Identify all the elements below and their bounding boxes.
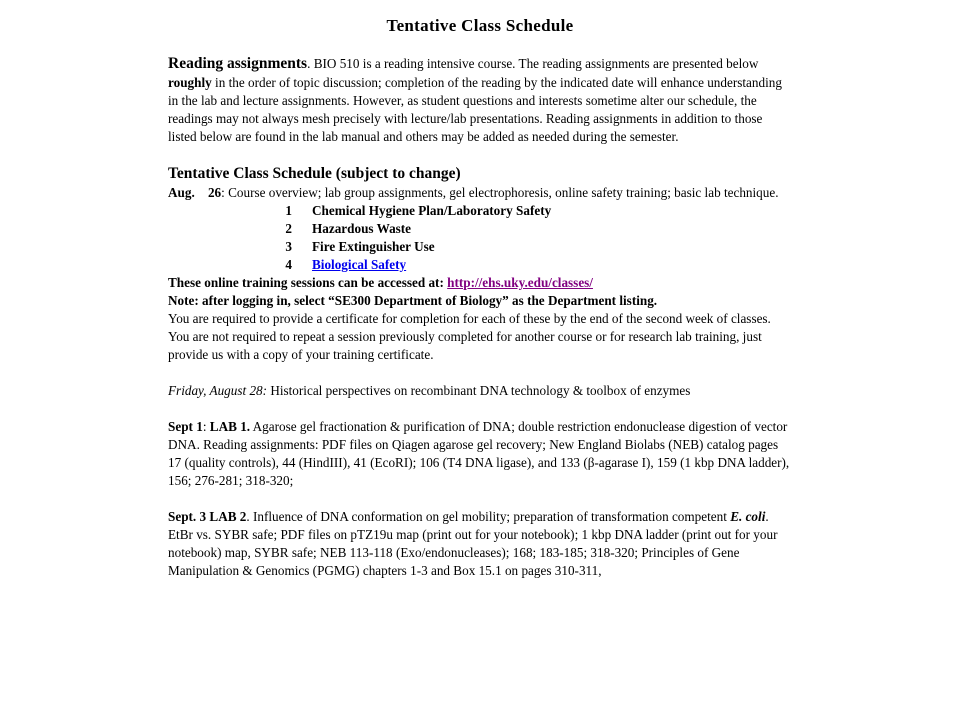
page-title: Tentative Class Schedule — [386, 16, 574, 35]
schedule-heading-main: Tentative Class Schedule — [168, 165, 332, 182]
sept1-colon: : — [202, 419, 210, 434]
training-item — [168, 202, 792, 220]
sept1-entry — [168, 418, 792, 490]
aug28-date: Friday, August 28: — [168, 383, 268, 398]
sept3-text-b: . EtBr vs. SYBR safe; PDF files on pTZ19u map (print out for your notebook); 1 kbp DNA ladder (print out for your notebook) map, SYBR safe; NEB 113-118 (Exo/endonucleases); 168; 183-185; 318-320; Principles of Gene Manipulation & Genomics (PGMG) chapters 1-3 and Box 15.1 on pages 310-311, — [168, 509, 778, 578]
sept1-lab: LAB 1. — [209, 419, 251, 434]
access-line — [168, 274, 792, 292]
reading-text-b: in the order of topic discussion; completion of the reading by the indicated date will enhance understanding in the lab and lecture assignments. However, as student questions and interests sometime alter our schedule, the readings may not always mesh precisely with lecture/lab presentations. Reading assignments in addition to those listed below are found in the lab manual and others may be added as needed during the semester. — [168, 75, 782, 144]
sept3-date: Sept. 3 LAB 2 — [168, 509, 247, 524]
reading-text-a: . BIO 510 is a reading intensive course. The reading assignments are presented below — [307, 56, 759, 71]
aug26-date-day: 26 — [207, 185, 222, 200]
training-number: 3 — [285, 239, 292, 254]
aug28-text: Historical perspectives on recombinant DNA technology & toolbox of enzymes — [267, 383, 691, 398]
document-body — [168, 54, 792, 580]
training-label: Chemical Hygiene Plan/Laboratory Safety — [312, 203, 552, 218]
aug26-entry — [168, 184, 792, 202]
training-number: 4 — [285, 257, 292, 272]
sept3-text-a: . Influence of DNA conformation on gel mobility; preparation of transformation competent — [246, 509, 731, 524]
note-text: Note: after logging in, select “SE300 Department of Biology” as the Department listing. — [168, 293, 658, 308]
sept3-entry — [168, 508, 792, 580]
training-label: Hazardous Waste — [312, 221, 412, 236]
training-item — [168, 220, 792, 238]
certificate-paragraph: You are required to provide a certificate for completion for each of these by the end of the second week of classes. You are not required to repeat a session previously completed for another course or for research lab training, just provide us with a copy of your training certificate. — [168, 311, 771, 362]
sept3-organism: E. coli — [730, 509, 766, 524]
training-url-link[interactable]: http://ehs.uky.edu/classes/ — [447, 275, 593, 290]
reading-assignments-label: Reading assignments — [168, 55, 308, 72]
training-list — [168, 202, 792, 274]
training-item — [168, 238, 792, 256]
spacer — [168, 364, 792, 382]
spacer — [168, 400, 792, 418]
schedule-heading-sub: (subject to change) — [331, 165, 461, 182]
training-label: Fire Extinguisher Use — [312, 239, 435, 254]
aug28-entry — [168, 382, 792, 400]
training-number: 1 — [285, 203, 292, 218]
training-number: 2 — [285, 221, 292, 236]
reading-emphasis: roughly — [168, 75, 212, 90]
aug26-date-month: Aug. — [168, 185, 195, 200]
spacer — [168, 490, 792, 508]
access-text: These online training sessions can be accessed at: — [168, 275, 448, 290]
sept1-date: Sept 1 — [168, 419, 203, 434]
schedule-heading — [168, 164, 792, 184]
spacer — [168, 146, 792, 164]
biological-safety-link[interactable]: Biological Safety — [312, 257, 407, 272]
note-line — [168, 292, 792, 310]
aug26-text: : Course overview; lab group assignments, gel electrophoresis, online safety training; basic lab technique. — [221, 185, 779, 200]
sept1-text: Agarose gel fractionation & purification of DNA; double restriction endonuclease digestion of vector DNA. Reading assignments: PDF files on Qiagen agarose gel recovery; New England Biolabs (NEB) catalog pages 17 (quality controls), 44 (HindIII), 41 (EcoRI); 106 (T4 DNA ligase), and 133 (β-agarase I), 159 (1 kbp DNA ladder), 156; 276-281; 318-320; — [168, 419, 790, 488]
training-item — [168, 256, 792, 274]
reading-assignments-paragraph — [168, 54, 792, 146]
